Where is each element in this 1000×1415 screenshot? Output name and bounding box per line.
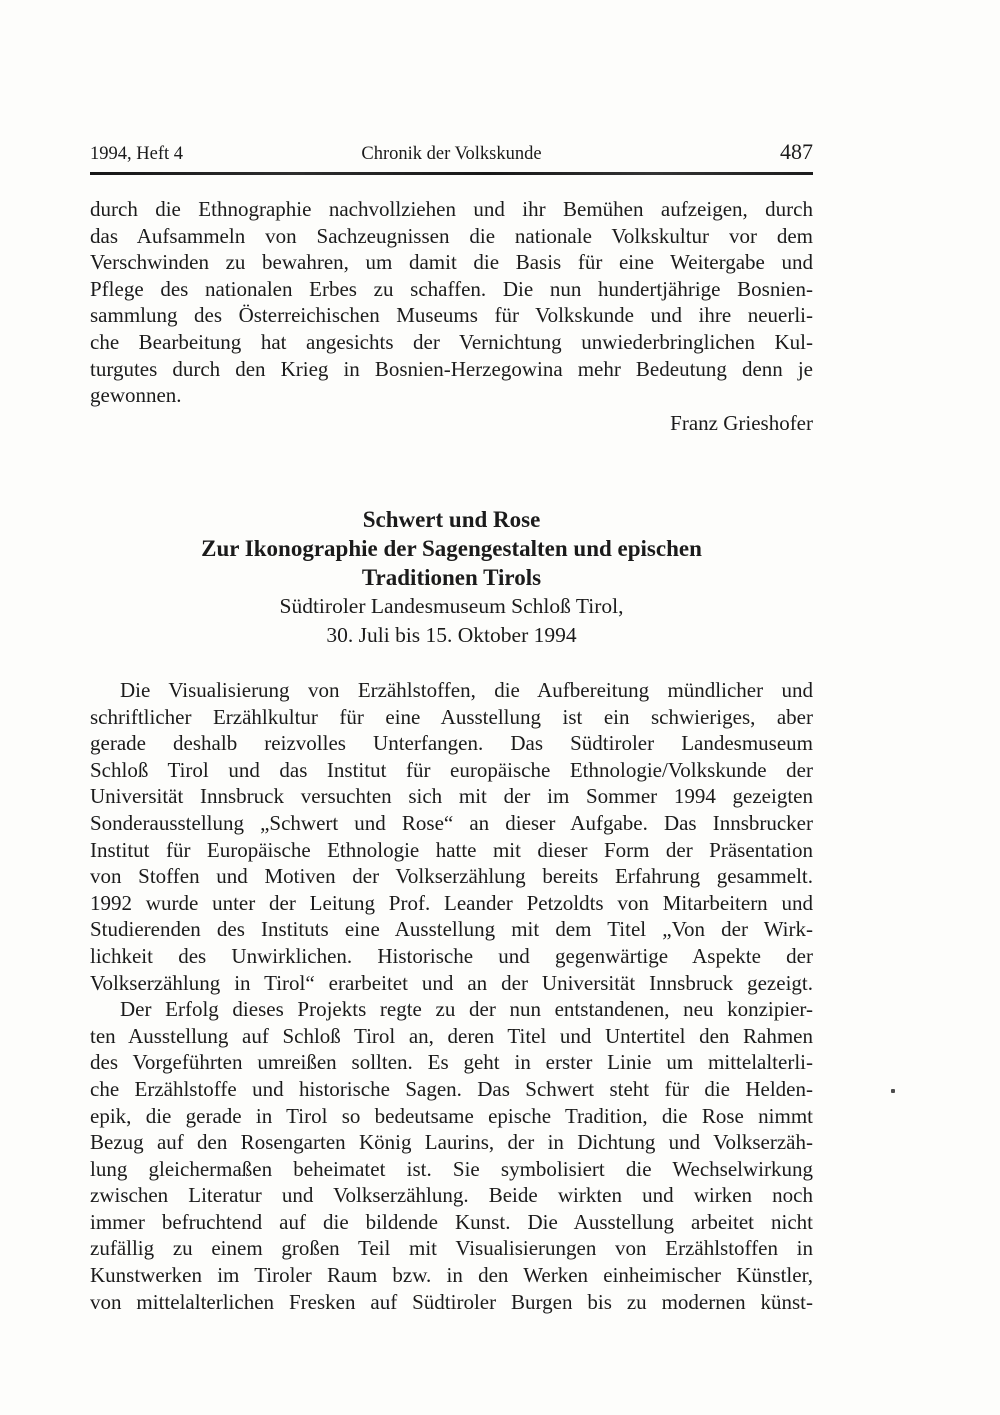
text-line: lung gleichermaßen beheimatet ist. Sie symbolisiert die Wechselwirkung [90, 1156, 813, 1181]
closing-paragraph [90, 196, 813, 409]
header-rule [90, 172, 813, 175]
body-paragraph [90, 677, 813, 996]
journal-title: Chronik der Volkskunde [361, 144, 542, 164]
text-line: ten Ausstellung auf Schloß Tirol an, deren Titel und Untertitel den Rahmen [90, 1023, 813, 1048]
text-line: Der Erfolg dieses Projekts regte zu der nun entstandenen, neu konzipier- [120, 997, 813, 1022]
text-line: schriftlicher Erzählkultur für eine Ausstellung ist ein schwieriges, aber [90, 704, 813, 729]
text-line: Verschwinden zu bewahren, um damit die Basis für eine Weitergabe und [90, 250, 813, 275]
text-line: das Aufsammeln von Sachzeugnissen die nationale Volkskultur vor dem [90, 223, 813, 248]
text-line: Kunstwerken im Tiroler Raum bzw. in den Werken einheimischer Künstler, [90, 1263, 813, 1288]
scan-artifact-speck [891, 1089, 895, 1093]
text-line: che Erzählstoffe und historische Sagen. Das Schwert steht für die Helden- [90, 1076, 813, 1101]
text-line: durch die Ethnographie nachvollziehen und ihr Bemühen aufzeigen, durch [90, 197, 813, 221]
text-line: 1992 wurde unter der Leitung Prof. Leander Petzoldts von Mitarbeitern und [90, 890, 813, 915]
text-line: Pflege des nationalen Erbes zu schaffen. Die nun hundertjährige Bosnien- [90, 276, 813, 301]
text-line: Studierenden des Instituts eine Ausstellung mit dem Titel „Von der Wirk- [90, 917, 813, 942]
text-line: Schloß Tirol und das Institut für europäische Ethnologie/Volkskunde der [90, 757, 813, 782]
author-signature: Franz Grieshofer [670, 411, 813, 435]
text-line: Die Visualisierung von Erzählstoffen, die Aufbereitung mündlicher und [120, 678, 813, 702]
article-title-line: Schwert und Rose [362, 507, 541, 532]
article-heading [90, 505, 813, 650]
text-line: von mittelalterlichen Fresken auf Südtiroler Burgen bis zu modernen künst- [90, 1289, 813, 1314]
text-line: immer befruchtend auf die bildende Kunst. Die Ausstellung arbeitet nicht [90, 1209, 813, 1234]
text-line: epik, die gerade in Tirol so bedeutsame epische Tradition, die Rose nimmt [90, 1103, 813, 1128]
issue-label: 1994, Heft 4 [90, 144, 183, 164]
exhibition-venue: Südtiroler Landesmuseum Schloß Tirol, [279, 594, 624, 618]
text-line: gewonnen. [90, 383, 182, 408]
article-title-line: Zur Ikonographie der Sagengestalten und epischen [201, 536, 702, 561]
text-line: sammlung des Österreichischen Museums für Volkskunde und ihre neuerli- [90, 303, 813, 328]
text-line: che Bearbeitung hat angesichts der Vernichtung unwiederbringlichen Kul- [90, 329, 813, 354]
text-line: Universität Innsbruck versuchten sich mit der im Sommer 1994 gezeigten [90, 784, 813, 809]
page-number: 487 [780, 139, 813, 164]
text-line: Sonderausstellung „Schwert und Rose“ an dieser Aufgabe. Das Innsbrucker [90, 810, 813, 835]
text-line: des Vorgeführten umreißen sollten. Es geht in erster Linie um mittelalterli- [90, 1050, 813, 1075]
text-line: Institut für Europäische Ethnologie hatte mit dieser Form der Präsentation [90, 837, 813, 862]
text-line: turgutes durch den Krieg in Bosnien-Herzegowina mehr Bedeutung denn je [90, 356, 813, 381]
running-head [90, 139, 813, 165]
text-line: von Stoffen und Motiven der Volkserzählung bereits Erfahrung gesammelt. [90, 864, 813, 889]
text-line: zufällig zu einem großen Teil mit Visualisierungen von Erzählstoffen in [90, 1236, 813, 1261]
article-body [90, 677, 813, 1315]
text-line: Bezug auf den Rosengarten König Laurins, der in Dichtung und Volkserzäh- [90, 1130, 813, 1155]
exhibition-dates: 30. Juli bis 15. Oktober 1994 [326, 623, 577, 647]
article-title-line: Traditionen Tirols [361, 565, 542, 590]
text-line: Volkserzählung in Tirol“ erarbeitet und an der Universität Innsbruck gezeigt. [90, 970, 813, 995]
text-line: gerade deshalb reizvolles Unterfangen. Das Südtiroler Landesmuseum [90, 731, 813, 756]
text-line: lichkeit des Unwirklichen. Historische und gegenwärtige Aspekte der [90, 943, 813, 968]
body-paragraph [90, 996, 813, 1315]
text-line: zwischen Literatur und Volkserzählung. Beide wirkten und wirken noch [90, 1183, 813, 1208]
